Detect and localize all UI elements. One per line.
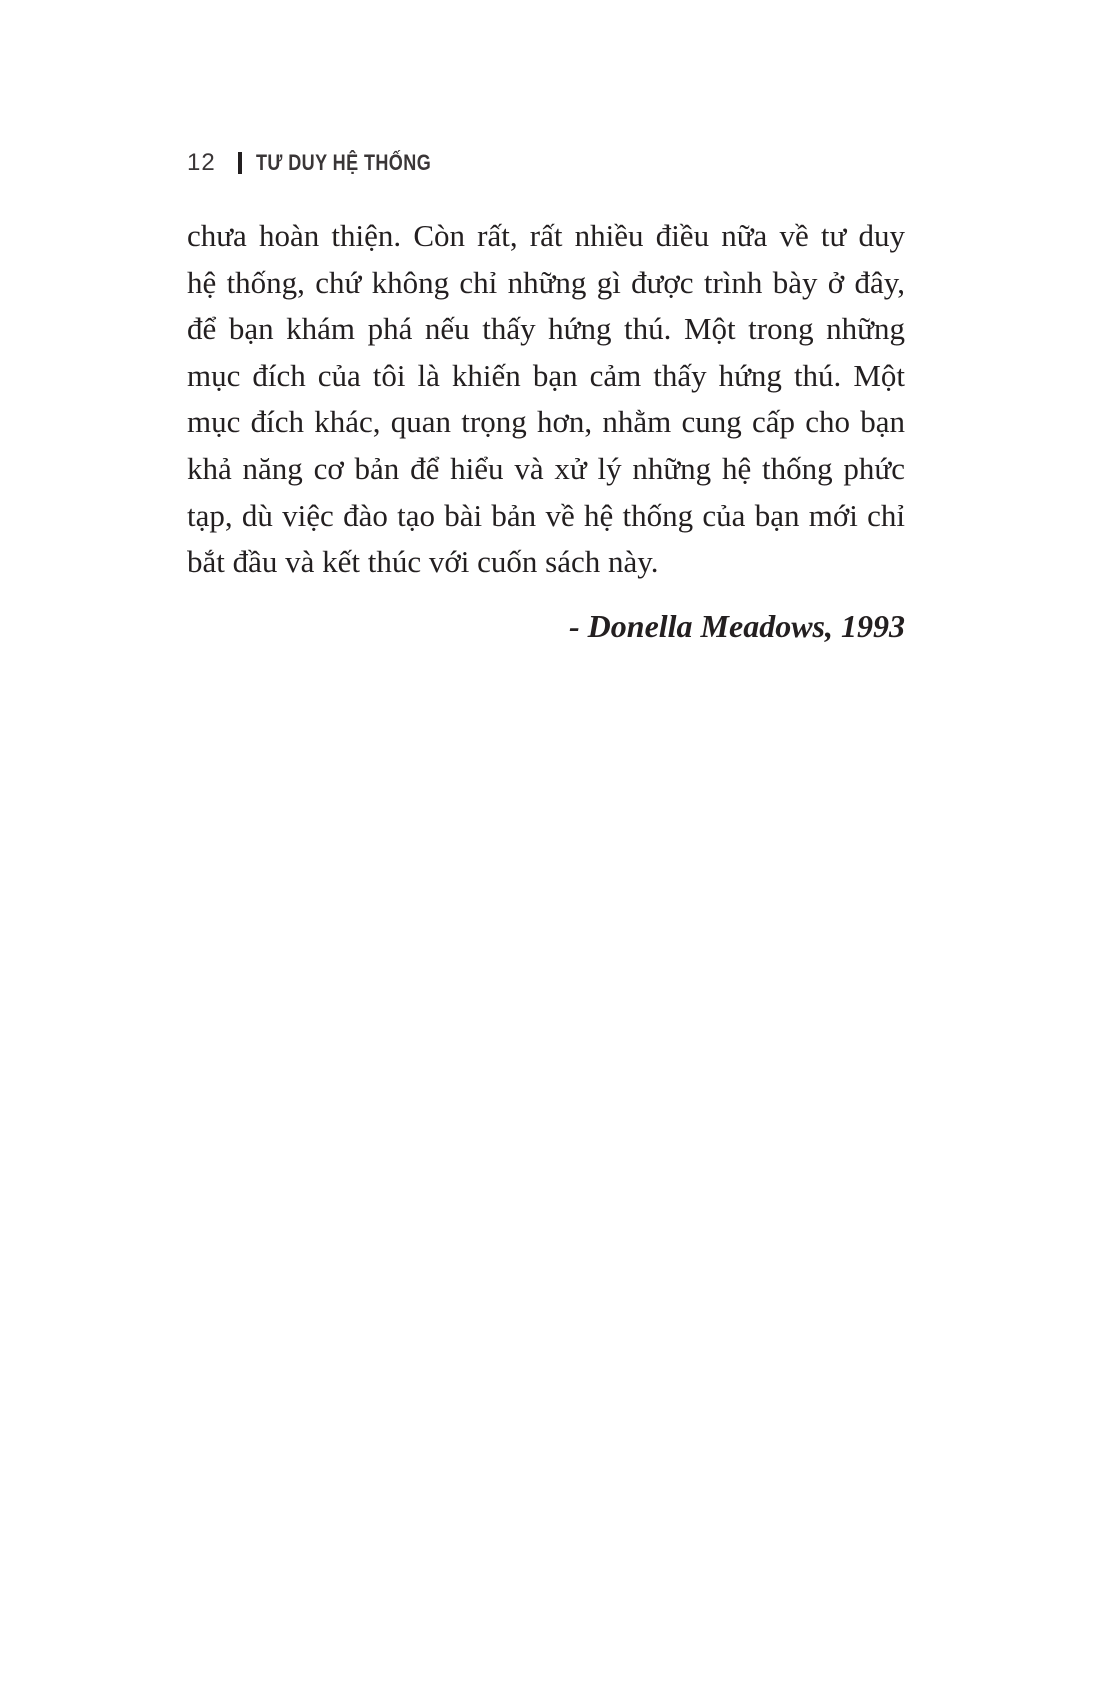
body-line: hệ thống, chứ không chỉ những gì được trình bày ở đây, <box>187 264 905 300</box>
book-title: TƯ DUY HỆ THỐNG <box>255 150 431 175</box>
body-line: tạp, dù việc đào tạo bài bản về hệ thống của bạn mới chỉ <box>187 497 905 533</box>
body-line: chưa hoàn thiện. Còn rất, rất nhiều điều nữa về tư duy <box>187 218 905 253</box>
body-line: để bạn khám phá nếu thấy hứng thú. Một trong những <box>187 311 905 347</box>
quote-attribution: - Donella Meadows, 1993 <box>569 608 905 644</box>
body-line: mục đích của tôi là khiến bạn cảm thấy hứng thú. Một <box>187 357 905 393</box>
body-line: bắt đầu và kết thúc với cuốn sách này. <box>187 544 659 580</box>
header-separator <box>238 152 242 174</box>
body-paragraph <box>187 213 905 586</box>
page-number: 12 <box>187 149 216 176</box>
body-line: mục đích khác, quan trọng hơn, nhằm cung cấp cho bạn <box>187 404 905 440</box>
body-line: khả năng cơ bản để hiểu và xử lý những hệ thống phức <box>187 450 905 486</box>
running-header <box>187 148 469 178</box>
